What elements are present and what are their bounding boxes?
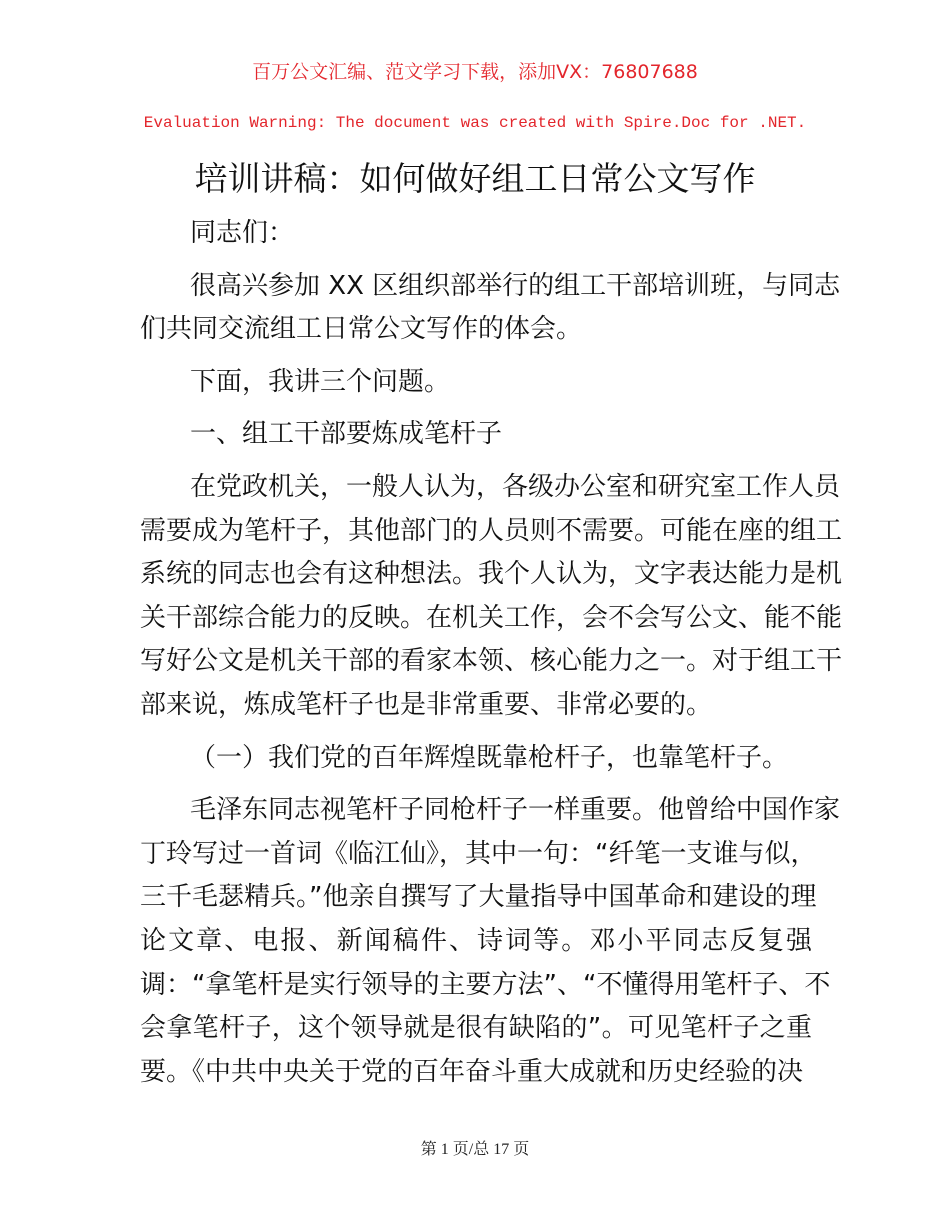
paragraph-line: 三千毛瑟精兵。”他亲自撰写了大量指导中国革命和建设的理 [140, 882, 817, 913]
paragraph-line: 下面，我讲三个问题。 [190, 366, 451, 397]
paragraph [140, 361, 812, 405]
promo-banner: 百万公文汇编、范文学习下载，添加VX：76807688 [252, 61, 698, 83]
paragraph-line: 毛泽东同志视笔杆子同枪杆子一样重要。他曾给中国作家 [190, 795, 841, 826]
paragraph-line: 一、组工干部要炼成笔杆子 [190, 419, 503, 450]
paragraph-line: 在党政机关，一般人认为，各级办公室和研究室工作人员 [190, 471, 841, 502]
paragraph-line: 部来说，炼成笔杆子也是非常重要、非常必要的。 [140, 689, 713, 720]
paragraph-line: 系统的同志也会有这种想法。我个人认为，文字表达能力是机 [140, 559, 843, 590]
paragraph [140, 737, 812, 781]
paragraph-line: （一）我们党的百年辉煌既靠枪杆子，也靠笔杆子。 [190, 742, 789, 773]
paragraph-line: 关干部综合能力的反映。在机关工作，会不会写公文、能不能 [140, 602, 843, 633]
paragraph [140, 466, 843, 728]
paragraph-line: 同志们： [190, 218, 295, 248]
paragraph [140, 413, 812, 457]
paragraph-line: 写好公文是机关干部的看家本领、核心能力之一。对于组工干 [140, 646, 843, 677]
paragraph-line: 需要成为笔杆子，其他部门的人员则不需要。可能在座的组工 [140, 515, 843, 546]
paragraph-line: 丁玲写过一首词《临江仙》，其中一句：“纤笔一支谁与似， [140, 838, 817, 869]
document-title: 培训讲稿：如何做好组工日常公文写作 [194, 159, 756, 198]
paragraph [140, 789, 841, 1094]
paragraph [140, 212, 812, 256]
paragraph-line: 要。《中共中央关于党的百年奋斗重大成就和历史经验的决 [140, 1056, 804, 1087]
paragraph-line: 很高兴参加 XX 区组织部举行的组工干部培训班，与同志 [190, 270, 841, 301]
paragraph-line: 论文章、电报、新闻稿件、诗词等。邓小平同志反复强 [140, 925, 812, 956]
evaluation-warning: Evaluation Warning: The document was created with Spire.Doc for .NET. [143, 114, 807, 132]
paragraph [140, 265, 841, 352]
paragraph-line: 们共同交流组工日常公文写作的体会。 [140, 314, 583, 345]
page-footer: 第 1 页/总 17 页 [420, 1141, 530, 1158]
document-body [140, 212, 843, 1103]
paragraph-line: 调：“拿笔杆是实行领导的主要方法”、“不懂得用笔杆子、不 [140, 969, 831, 1000]
paragraph-line: 会拿笔杆子，这个领导就是很有缺陷的”。可见笔杆子之重 [140, 1013, 812, 1044]
